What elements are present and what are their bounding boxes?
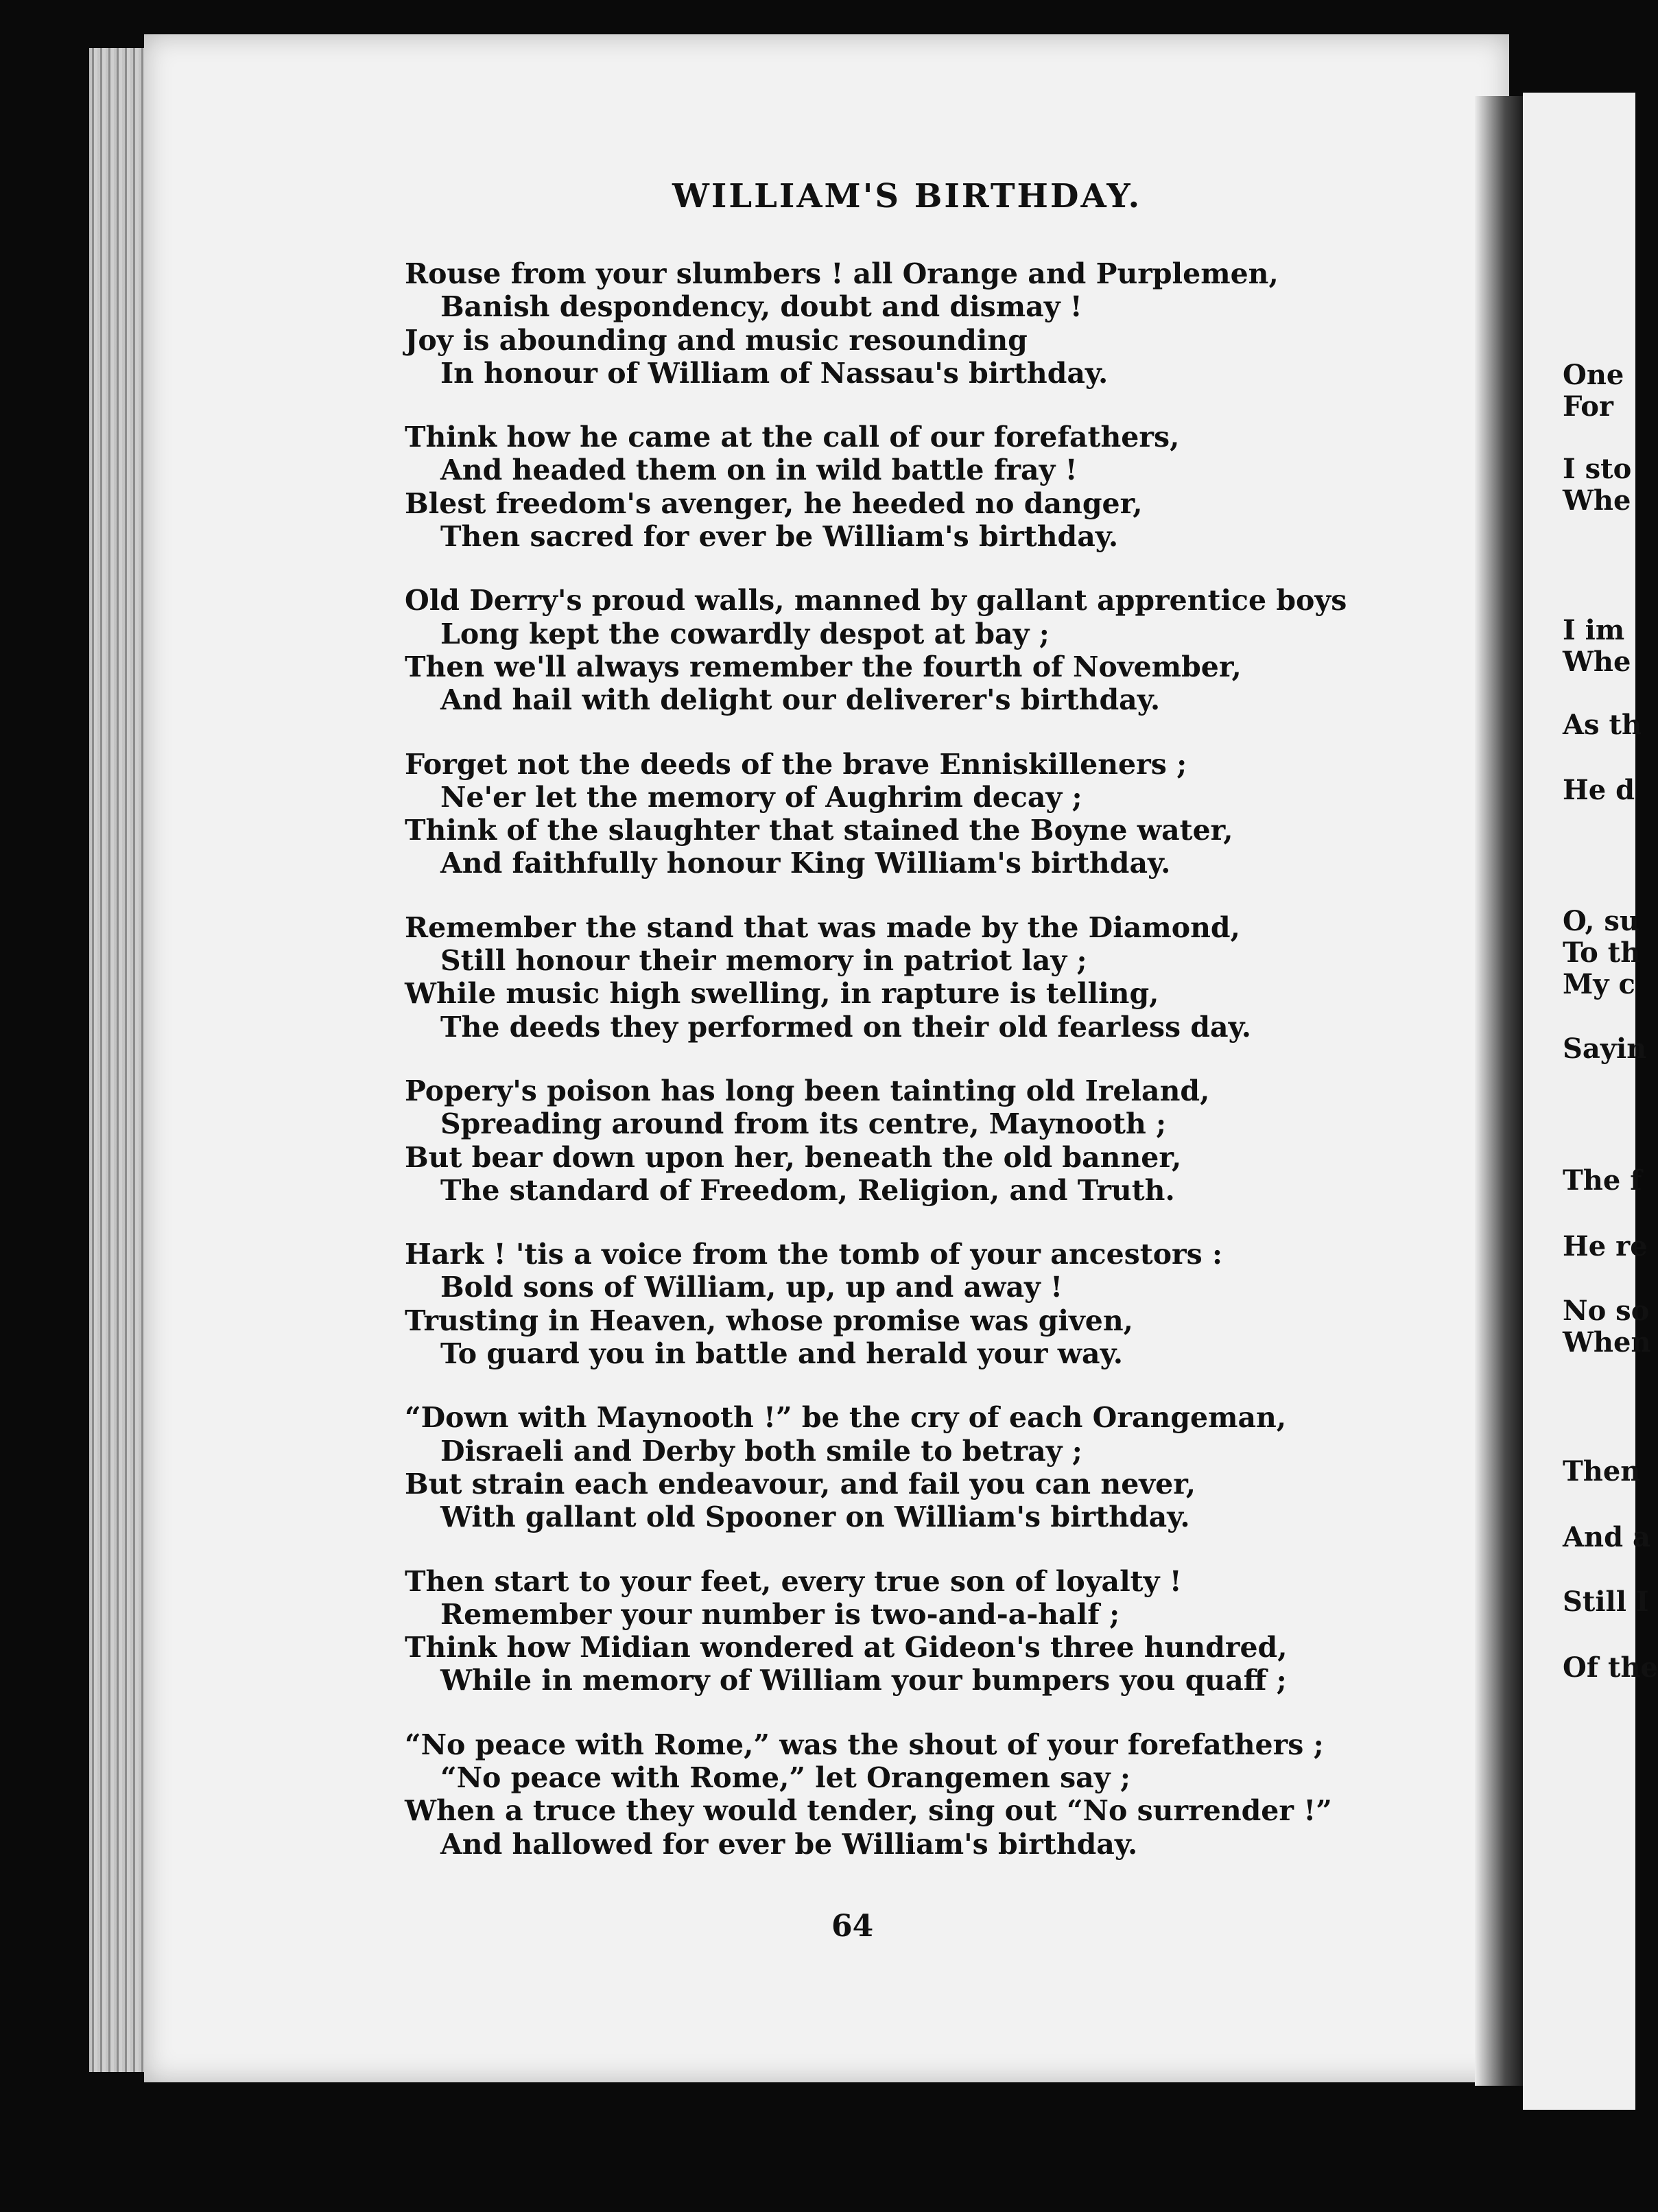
stanza — [405, 1565, 1475, 1697]
poem-line: To guard you in battle and herald your way. — [440, 1337, 1123, 1371]
right-page-fragment: He re — [1563, 1230, 1648, 1262]
poem-line: Still honour their memory in patriot lay ; — [440, 944, 1087, 978]
stanza — [405, 1728, 1475, 1861]
right-page — [1523, 93, 1658, 2110]
poem-line: And hallowed for ever be William's birthday. — [440, 1827, 1138, 1861]
poem-line: Popery's poison has long been tainting old Ireland, — [405, 1074, 1210, 1107]
right-page-fragment: To th — [1563, 937, 1641, 969]
right-page-fragment: I im — [1563, 614, 1625, 646]
stanza — [405, 1401, 1475, 1533]
right-page-fragment: Still I — [1563, 1586, 1649, 1618]
poem-line: Think how he came at the call of our forefathers, — [405, 421, 1180, 454]
stanza — [405, 748, 1475, 880]
poem-line: Ne'er let the memory of Aughrim decay ; — [440, 780, 1082, 814]
poem-line: Then start to your feet, every true son of loyalty ! — [405, 1564, 1182, 1598]
poem-line: Remember the stand that was made by the Diamond, — [405, 910, 1240, 944]
poem-line: Long kept the cowardly despot at bay ; — [440, 617, 1050, 650]
right-page-fragment: Then — [1563, 1455, 1641, 1487]
right-page-fragment: For — [1563, 390, 1613, 423]
poem-line: Banish despondency, doubt and dismay ! — [440, 290, 1082, 324]
stanza — [405, 1074, 1475, 1207]
poem-line: Forget not the deeds of the brave Enniskilleners ; — [405, 747, 1187, 781]
poem-line: And faithfully honour King William's birthday. — [440, 847, 1171, 880]
poem-line: Rouse from your slumbers ! all Orange and Purplemen, — [405, 257, 1279, 290]
right-page-fragment: No so — [1563, 1295, 1650, 1327]
poem-line: “No peace with Rome,” let Orangemen say ; — [440, 1761, 1130, 1794]
poem-line: Spreading around from its centre, Maynooth ; — [440, 1107, 1167, 1141]
poem-line: When a truce they would tender, sing out “No surrender !” — [405, 1794, 1332, 1828]
poem-line: With gallant old Spooner on William's birthday. — [440, 1501, 1190, 1534]
poem-line: “Down with Maynooth !” be the cry of each Orangeman, — [405, 1401, 1287, 1435]
poem-line: Blest freedom's avenger, he heeded no danger, — [405, 486, 1143, 520]
poem-line: “No peace with Rome,” was the shout of your forefathers ; — [405, 1728, 1324, 1761]
poem-line: Think of the slaughter that stained the Boyne water, — [405, 814, 1233, 847]
poem-line: The deeds they performed on their old fearless day. — [440, 1010, 1252, 1044]
poem-line: While music high swelling, in rapture is telling, — [405, 977, 1159, 1011]
poem-line: But strain each endeavour, and fail you can never, — [405, 1467, 1196, 1501]
poem-body — [405, 257, 1475, 1892]
page-number: 64 — [831, 1909, 874, 1944]
stanza — [405, 584, 1475, 716]
poem-line: Remember your number is two-and-a-half ; — [440, 1597, 1120, 1631]
poem-line: Bold sons of William, up, up and away ! — [440, 1271, 1063, 1304]
right-page-fragment: And a — [1563, 1521, 1650, 1553]
right-page-fragment: Of the — [1563, 1651, 1658, 1684]
right-page-fragment: My c — [1563, 968, 1635, 1000]
poem-line: And headed them on in wild battle fray ! — [440, 454, 1078, 487]
stanza — [405, 911, 1475, 1044]
poem-line: In honour of William of Nassau's birthday. — [440, 356, 1109, 390]
right-page-fragment: When — [1563, 1326, 1651, 1358]
right-page-fragment: He d — [1563, 774, 1635, 806]
poem-title: WILLIAM'S BIRTHDAY. — [672, 177, 1142, 215]
stanza — [405, 257, 1475, 390]
poem-line: Then we'll always remember the fourth of November, — [405, 650, 1242, 683]
poem-line: Think how Midian wondered at Gideon's three hundred, — [405, 1631, 1288, 1664]
right-page-fragment: O, su — [1563, 905, 1639, 937]
stanza — [405, 421, 1475, 553]
right-page-fragment: Whe — [1563, 484, 1631, 517]
right-page-fragment: Sayin — [1563, 1033, 1647, 1065]
poem-line: Trusting in Heaven, whose promise was given, — [405, 1304, 1133, 1337]
poem-line: Joy is abounding and music resounding — [405, 323, 1028, 357]
right-page-fragment: The f — [1563, 1164, 1642, 1197]
stanza — [405, 1238, 1475, 1370]
right-page-fragment: Whe — [1563, 646, 1631, 678]
poem-line: Then sacred for ever be William's birthday. — [440, 520, 1119, 554]
right-page-fragment: One — [1563, 359, 1624, 391]
poem-line: The standard of Freedom, Religion, and Truth. — [440, 1173, 1175, 1207]
poem-line: And hail with delight our deliverer's birthday. — [440, 683, 1161, 717]
poem-line: Old Derry's proud walls, manned by gallant apprentice boys — [405, 584, 1347, 617]
right-page-fragment: I sto — [1563, 453, 1632, 485]
poem-line: Disraeli and Derby both smile to betray ; — [440, 1434, 1082, 1468]
poem-line: But bear down upon her, beneath the old banner, — [405, 1140, 1182, 1174]
book-spine — [1475, 96, 1530, 2086]
right-page-fragment: As th — [1563, 709, 1642, 741]
poem-line: While in memory of William your bumpers you quaff ; — [440, 1664, 1287, 1697]
poem-line: Hark ! 'tis a voice from the tomb of your ancestors : — [405, 1238, 1223, 1271]
